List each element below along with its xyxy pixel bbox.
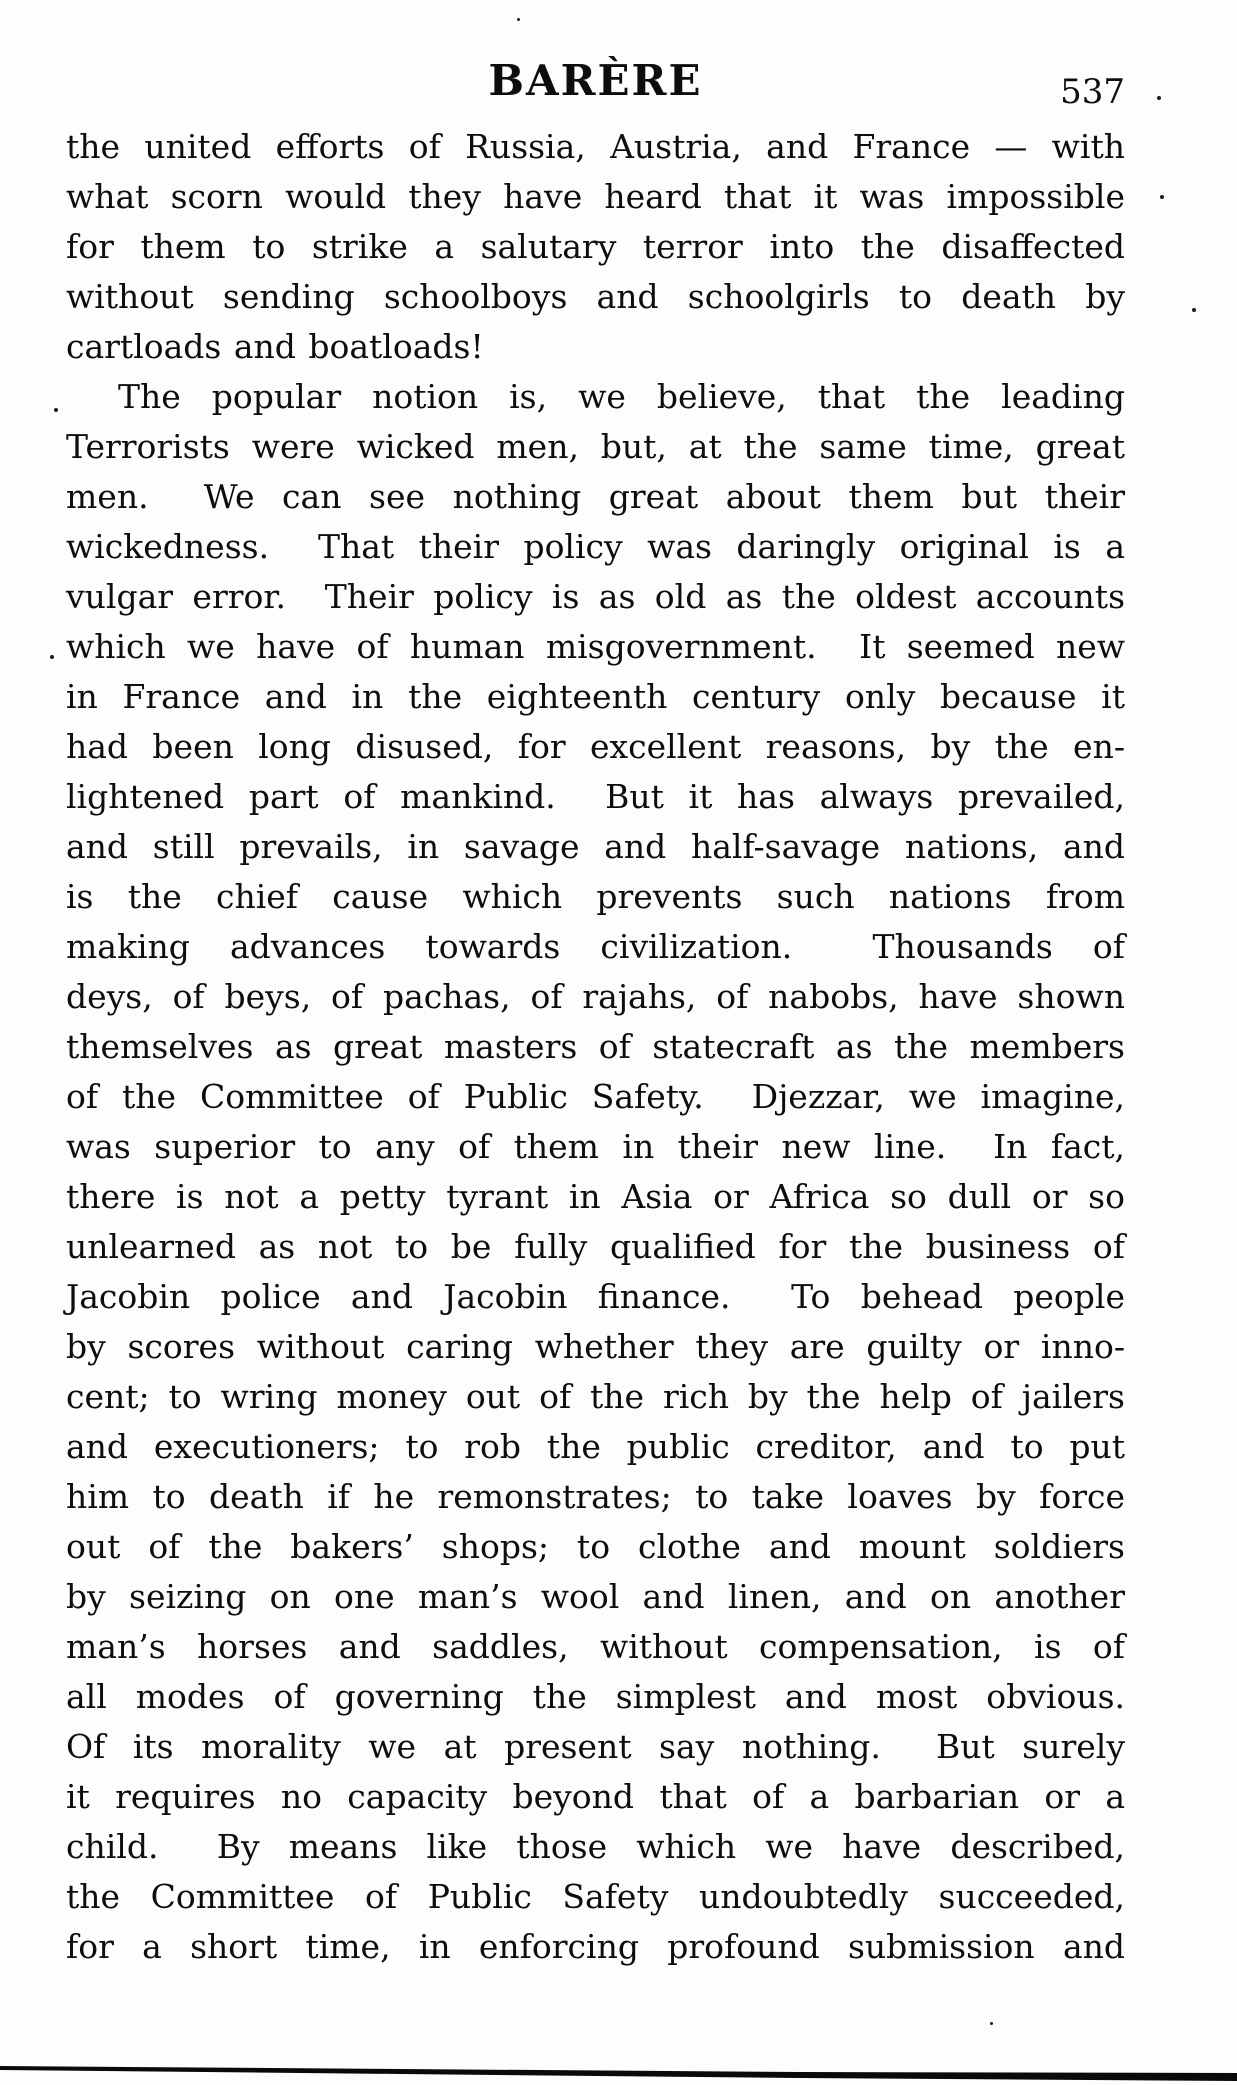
text-line: cartloads and boatloads! bbox=[66, 327, 484, 366]
text-line: it requires no capacity beyond that of a barbarian or a bbox=[66, 1777, 1125, 1816]
text-line: without sending schoolboys and schoolgirls to death by bbox=[66, 277, 1125, 316]
text-line: men. We can see nothing great about them but their bbox=[66, 477, 1125, 516]
scan-speck bbox=[990, 2022, 993, 2025]
text-line: of the Committee of Public Safety. Djezzar, we imagine, bbox=[66, 1077, 1125, 1116]
text-line: him to death if he remonstrates; to take loaves by force bbox=[66, 1477, 1125, 1516]
text-line: themselves as great masters of statecraft as the members bbox=[66, 1027, 1125, 1066]
text-line: for a short time, in enforcing profound submission and bbox=[66, 1927, 1125, 1966]
text-line: in France and in the eighteenth century only because it bbox=[66, 677, 1125, 716]
text-line: for them to strike a salutary terror into the disaffected bbox=[66, 227, 1125, 266]
text-line: out of the bakers’ shops; to clothe and mount soldiers bbox=[66, 1527, 1125, 1566]
text-line: there is not a petty tyrant in Asia or Africa so dull or so bbox=[66, 1177, 1125, 1216]
text-line: the united efforts of Russia, Austria, and France — with bbox=[66, 127, 1125, 166]
text-line: by scores without caring whether they are guilty or inno- bbox=[66, 1327, 1125, 1366]
page-number: 537 bbox=[1060, 72, 1125, 112]
text-line: Of its morality we at present say nothing. But surely bbox=[66, 1727, 1125, 1766]
text-line: the Committee of Public Safety undoubtedly succeeded, bbox=[66, 1877, 1125, 1916]
text-line: what scorn would they have heard that it was impossible bbox=[66, 177, 1125, 216]
text-line: which we have of human misgovernment. It seemed new bbox=[66, 627, 1125, 666]
text-line: had been long disused, for excellent reasons, by the en- bbox=[66, 727, 1125, 766]
text-line: all modes of governing the simplest and most obvious. bbox=[66, 1677, 1125, 1716]
text-line: and executioners; to rob the public creditor, and to put bbox=[66, 1427, 1125, 1466]
scan-speck bbox=[1157, 96, 1161, 100]
text-line: child. By means like those which we have described, bbox=[66, 1827, 1125, 1866]
text-line: is the chief cause which prevents such nations from bbox=[66, 877, 1125, 916]
text-line: by seizing on one man’s wool and linen, and on another bbox=[66, 1577, 1125, 1616]
text-line: lightened part of mankind. But it has always prevailed, bbox=[66, 777, 1125, 816]
page-body-text bbox=[66, 122, 1125, 1972]
text-line: deys, of beys, of pachas, of rajahs, of nabobs, have shown bbox=[66, 977, 1125, 1016]
text-line: The popular notion is, we believe, that the leading bbox=[118, 377, 1125, 416]
text-line: cent; to wring money out of the rich by the help of jailers bbox=[66, 1377, 1125, 1416]
text-line: and still prevails, in savage and half-savage nations, and bbox=[66, 827, 1125, 866]
text-line: Jacobin police and Jacobin finance. To behead people bbox=[66, 1277, 1125, 1316]
text-line: was superior to any of them in their new line. In fact, bbox=[66, 1127, 1125, 1166]
text-line: man’s horses and saddles, without compensation, is of bbox=[66, 1627, 1125, 1666]
text-line: Terrorists were wicked men, but, at the same time, great bbox=[66, 427, 1125, 466]
text-line: unlearned as not to be fully qualified for the business of bbox=[66, 1227, 1125, 1266]
running-head-title: BARÈRE bbox=[488, 56, 703, 105]
page-edge-line bbox=[0, 2058, 1237, 2085]
text-line: vulgar error. Their policy is as old as the oldest accounts bbox=[66, 577, 1125, 616]
text-line: wickedness. That their policy was daringly original is a bbox=[66, 527, 1125, 566]
scan-speck bbox=[54, 408, 58, 412]
scan-speck bbox=[1192, 308, 1196, 312]
scan-speck bbox=[1160, 195, 1164, 199]
text-line: making advances towards civilization. Thousands of bbox=[66, 927, 1125, 966]
scan-speck bbox=[517, 18, 520, 21]
scan-speck bbox=[50, 655, 54, 659]
